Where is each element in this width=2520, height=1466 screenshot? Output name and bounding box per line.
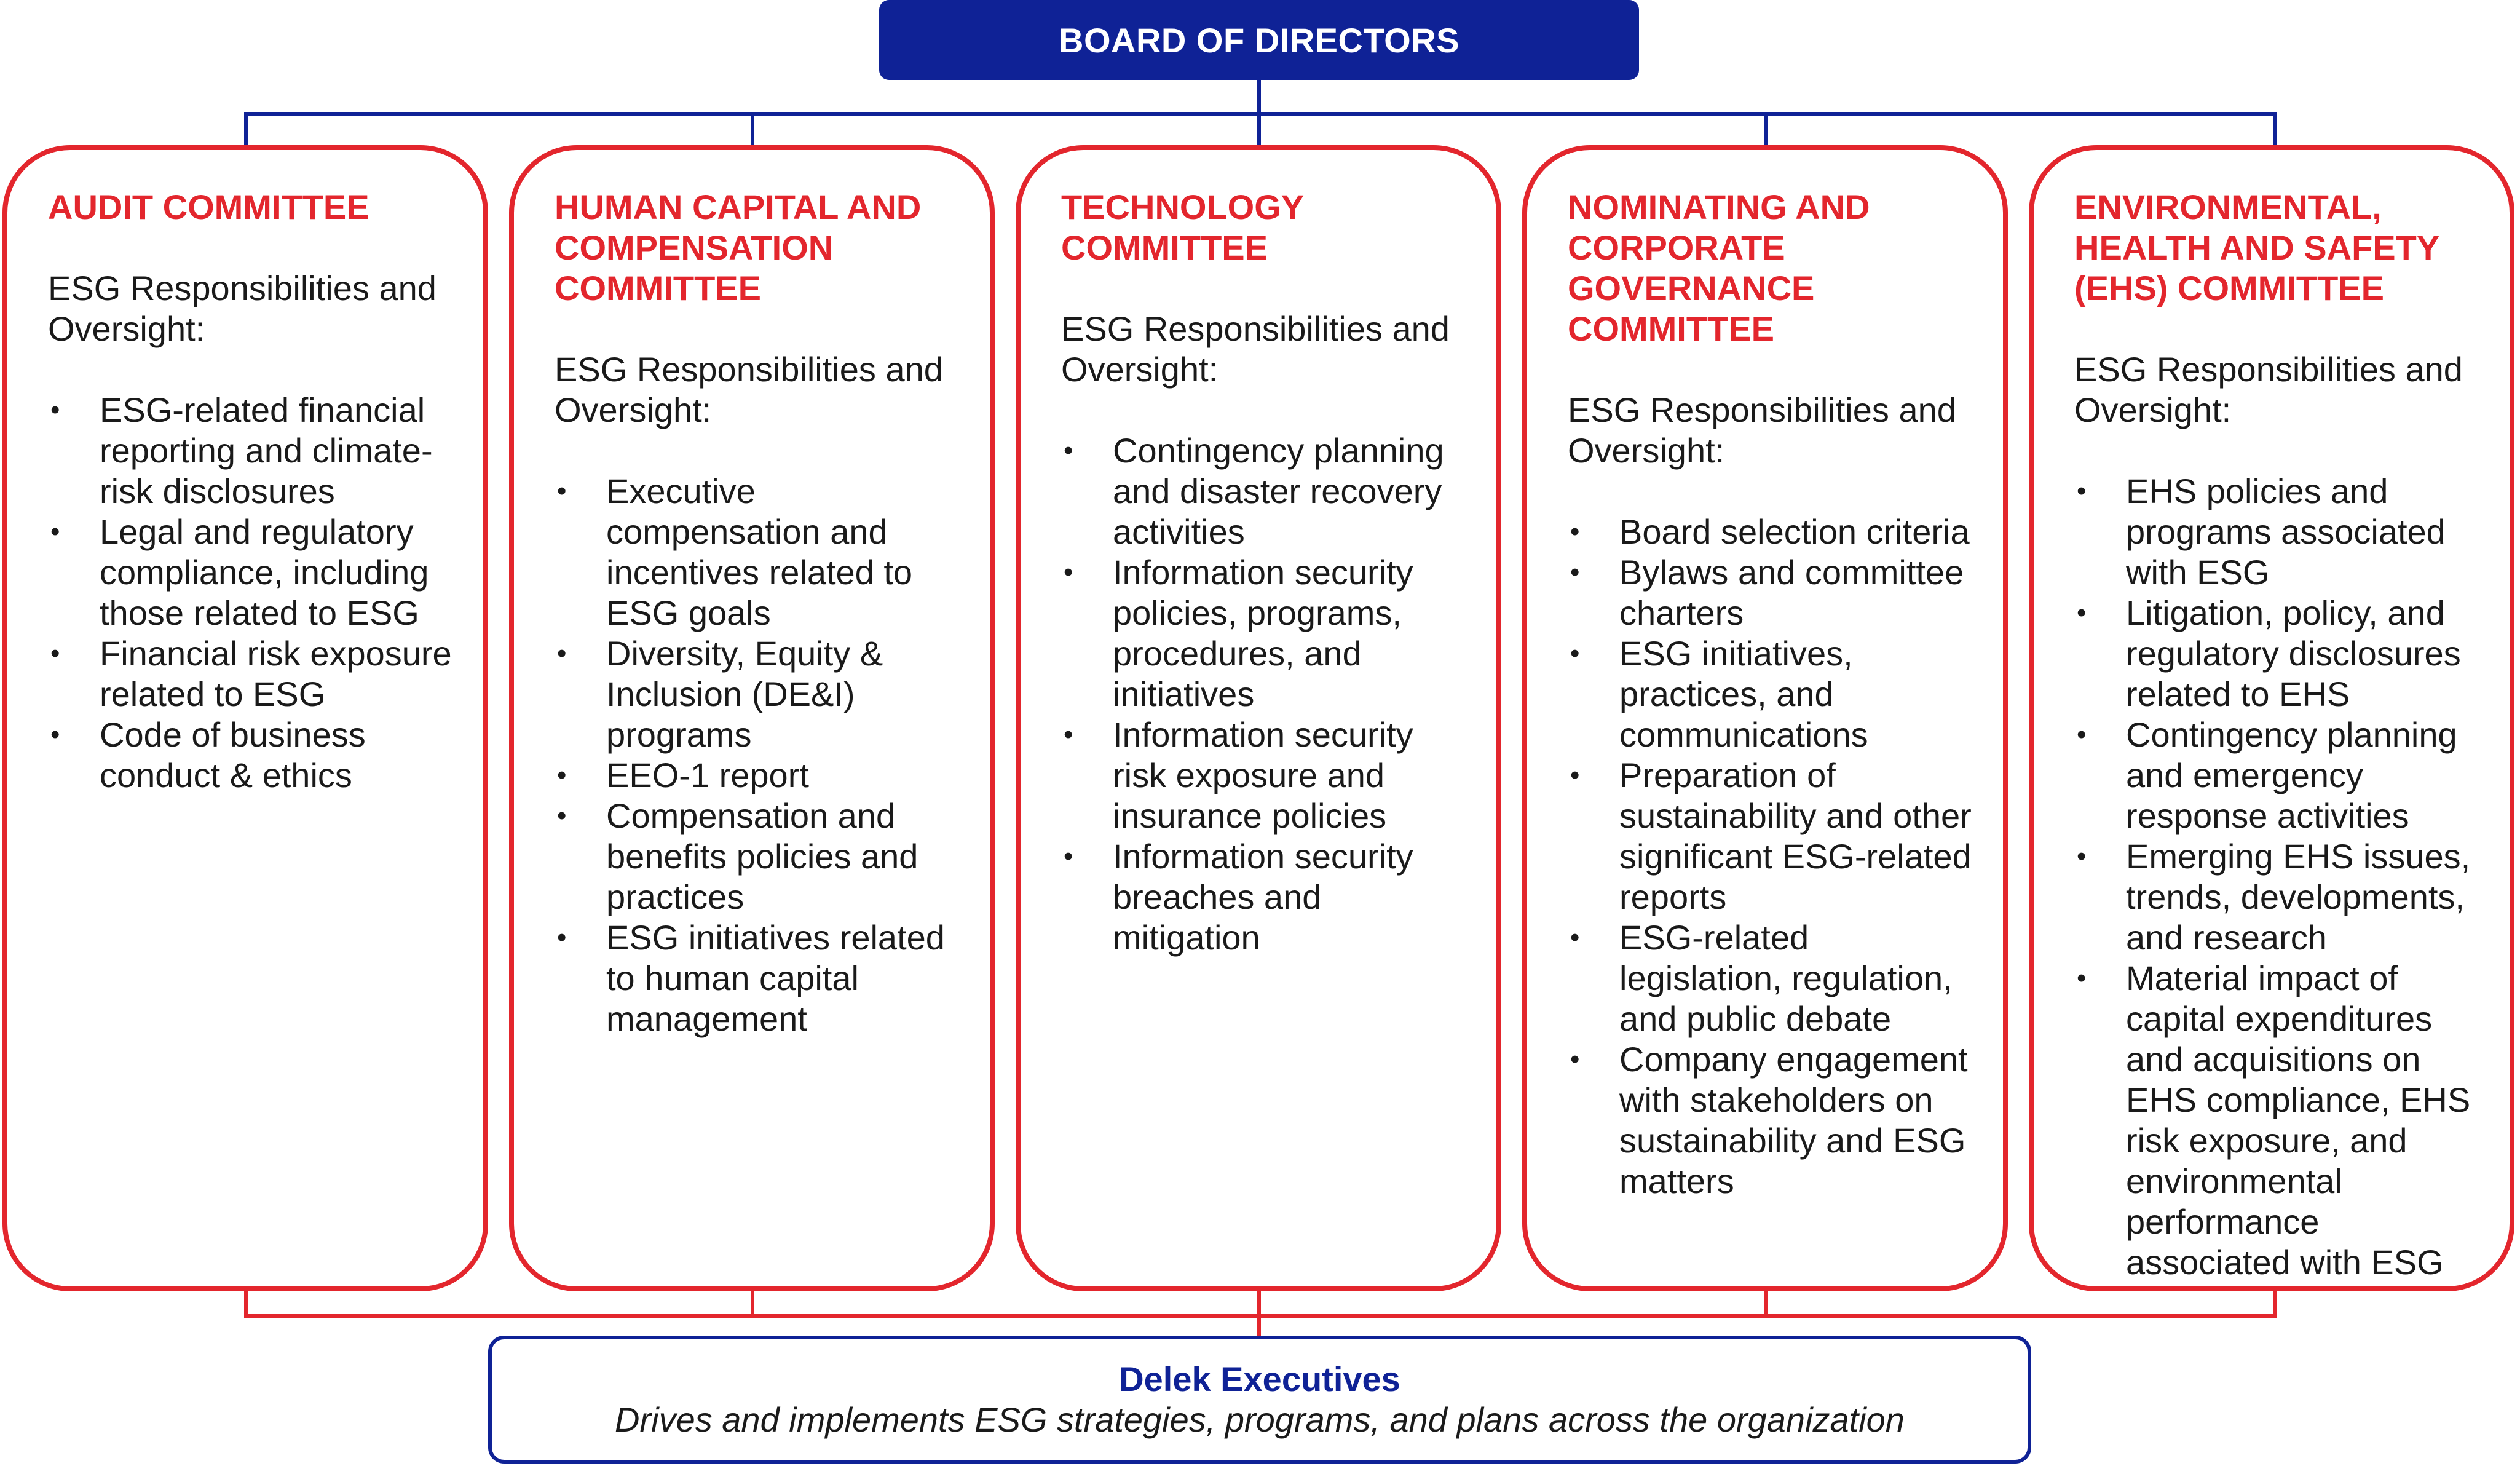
responsibility-list	[1061, 430, 1468, 958]
list-item: • ESG initiatives related to human capital management	[555, 917, 962, 1039]
responsibility-list	[1568, 512, 1975, 1202]
list-item: • Information security breaches and mitigation	[1061, 836, 1468, 958]
list-item: • Financial risk exposure related to ESG	[48, 633, 455, 715]
committee-title: TECHNOLOGY COMMITTEE	[1061, 188, 1304, 267]
list-item: • Emerging EHS issues, trends, developments, and research	[2074, 836, 2481, 958]
list-item: • Information security risk exposure and insurance policies	[1061, 715, 1468, 836]
committee-title: ENVIRONMENTAL, HEALTH AND SAFETY (EHS) COMMITTEE	[2074, 188, 2439, 307]
list-item: • Compensation and benefits policies and practices	[555, 796, 962, 917]
executives-title: Delek Executives	[1119, 1360, 1400, 1398]
list-item: • Bylaws and committee charters	[1568, 552, 1975, 633]
list-item: • Contingency planning and disaster recovery activities	[1061, 430, 1468, 552]
executive-connectors	[244, 1289, 2277, 1338]
list-item: • ESG-related financial reporting and climate-risk disclosures	[48, 390, 455, 512]
delek-executives-box	[488, 1336, 2031, 1464]
list-item: • Diversity, Equity & Inclusion (DE&I) programs	[555, 633, 962, 755]
list-item: • ESG-related legislation, regulation, and public debate	[1568, 917, 1975, 1039]
list-item: • Board selection criteria	[1568, 512, 1975, 552]
list-item: • Code of business conduct & ethics	[48, 715, 455, 796]
esg-responsibilities-label: ESG Responsibilities and Oversight:	[2074, 350, 2463, 429]
responsibility-list	[48, 390, 455, 796]
technology-committee-box	[1016, 145, 1501, 1291]
esg-responsibilities-label: ESG Responsibilities and Oversight:	[48, 269, 436, 348]
list-item: • Preparation of sustainability and other significant ESG-related reports	[1568, 755, 1975, 917]
list-item: • ESG initiatives, practices, and communications	[1568, 633, 1975, 755]
esg-responsibilities-label: ESG Responsibilities and Oversight:	[1061, 309, 1450, 389]
esg-responsibilities-label: ESG Responsibilities and Oversight:	[1568, 390, 1956, 470]
board-title: BOARD OF DIRECTORS	[1059, 20, 1459, 60]
ehs-committee-box	[2029, 145, 2514, 1291]
nominating-governance-committee-box	[1522, 145, 2008, 1291]
committee-title: AUDIT COMMITTEE	[48, 188, 369, 226]
committee-title: HUMAN CAPITAL AND COMPENSATION COMMITTEE	[555, 188, 922, 307]
list-item: • Information security policies, programs, procedures, and initiatives	[1061, 552, 1468, 715]
list-item: • Material impact of capital expenditures and acquisitions on EHS compliance, EHS risk exposure, and environmental performance associated with ESG	[2074, 958, 2481, 1283]
board-connectors	[246, 80, 2275, 148]
executives-description: Drives and implements ESG strategies, programs, and plans across the organization	[615, 1400, 1905, 1439]
responsibility-list	[555, 471, 962, 1039]
committee-title: NOMINATING AND CORPORATE GOVERNANCE COMMITTEE	[1568, 188, 1870, 348]
responsibility-list	[2074, 471, 2481, 1283]
human-capital-committee-box	[509, 145, 995, 1291]
list-item: • Contingency planning and emergency response activities	[2074, 715, 2481, 836]
list-item: • Executive compensation and incentives related to ESG goals	[555, 471, 962, 633]
board-of-directors-box	[879, 0, 1639, 80]
list-item: • EHS policies and programs associated with ESG	[2074, 471, 2481, 593]
esg-responsibilities-label: ESG Responsibilities and Oversight:	[555, 350, 943, 429]
audit-committee-box	[2, 145, 488, 1291]
list-item: • Legal and regulatory compliance, including those related to ESG	[48, 512, 455, 633]
list-item: • EEO-1 report	[555, 755, 962, 796]
list-item: • Company engagement with stakeholders on sustainability and ESG matters	[1568, 1039, 1975, 1202]
list-item: • Litigation, policy, and regulatory disclosures related to EHS	[2074, 593, 2481, 715]
